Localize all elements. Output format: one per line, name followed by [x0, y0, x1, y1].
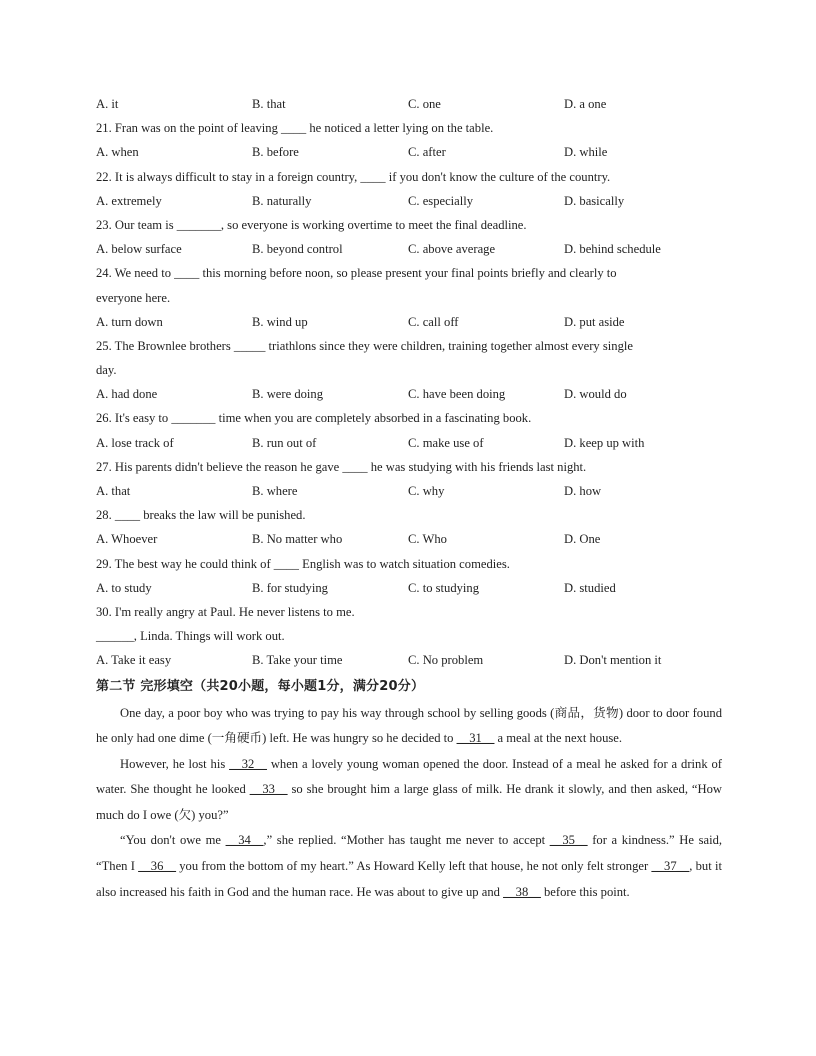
question-text: 27. His parents didn't believe the reason he gave ____ he was studying with his friends last night. — [96, 459, 587, 474]
passage-text: when a lovely young woman opened the door. Instead of a meal he asked for a drink of water. She thought he looked — [96, 756, 722, 797]
option-c: C. above average — [408, 242, 496, 257]
cloze-blank: __34__ — [225, 833, 264, 848]
passage-paragraph — [96, 701, 722, 752]
cloze-blank: __37__ — [651, 859, 690, 874]
option-d: D. behind schedule — [564, 242, 661, 257]
option-a: A. lose track of — [96, 435, 174, 450]
answer-options — [96, 527, 722, 551]
option-c: C. after — [408, 145, 446, 160]
option-d: D. would do — [564, 387, 627, 402]
question-text: 28. ____ breaks the law will be punished. — [96, 508, 306, 523]
option-d: D. basically — [564, 193, 625, 208]
option-d: D. studied — [564, 580, 616, 595]
answer-options — [96, 382, 722, 406]
passage-paragraph — [96, 752, 722, 829]
answer-options — [96, 237, 722, 261]
question-text: 30. I'm really angry at Paul. He never listens to me. — [96, 604, 355, 619]
option-d: D. while — [564, 145, 608, 160]
passage-text: “You don't owe me — [120, 833, 226, 848]
passage-text: ,” she replied. “Mother has taught me never to accept — [263, 833, 550, 848]
cloze-blank: __35__ — [549, 833, 588, 848]
cloze-blank: __36__ — [138, 859, 176, 874]
cloze-blank: __38__ — [503, 884, 541, 899]
passage-text: , but it also increased his faith in God and the human race. He was about to give up and — [96, 859, 722, 899]
option-a: A. that — [96, 484, 131, 498]
option-d: D. how — [564, 484, 602, 498]
option-c: C. one — [408, 97, 441, 111]
option-b: B. wind up — [252, 314, 308, 329]
option-b: B. that — [252, 97, 286, 111]
option-c: C. why — [408, 484, 445, 498]
option-b: B. naturally — [252, 193, 312, 208]
question-list — [96, 92, 722, 673]
cloze-passage — [96, 701, 722, 906]
option-c: C. make use of — [408, 435, 484, 450]
answer-options — [96, 92, 722, 116]
question-text: 26. It's easy to _______ time when you are completely absorbed in a fascinating book. — [96, 411, 532, 426]
section-heading: 第二节 完形填空（共20小题，每小题1分，满分20分） — [96, 678, 425, 694]
option-c: C. especially — [408, 193, 474, 208]
answer-options — [96, 648, 722, 672]
answer-options — [96, 576, 722, 600]
passage-text: for a kindness.” He said, “Then I — [96, 833, 723, 874]
option-b: B. were doing — [252, 387, 323, 402]
option-c: C. to studying — [408, 580, 480, 595]
option-b: B. run out of — [252, 435, 317, 450]
option-a: A. it — [96, 97, 119, 111]
answer-options — [96, 431, 722, 455]
option-b: B. beyond control — [252, 242, 343, 257]
passage-text: One day, a poor boy who was trying to pay his way through school by selling goods (商品，货物) door to door found he only had one dime (一角硬币) left. He was hungry so he decided to — [96, 705, 722, 746]
option-a: A. turn down — [96, 314, 163, 329]
question-text: day. — [96, 363, 117, 378]
option-d: D. put aside — [564, 314, 625, 329]
option-b: B. for studying — [252, 580, 328, 595]
question-text: everyone here. — [96, 290, 171, 305]
option-b: B. Take your time — [252, 653, 343, 668]
option-c: C. call off — [408, 314, 459, 329]
cloze-blank: __31__ — [456, 731, 495, 746]
passage-text: However, he lost his — [120, 756, 230, 771]
question-text: 21. Fran was on the point of leaving ____ he noticed a letter lying on the table. — [96, 121, 494, 136]
document-page — [96, 92, 722, 905]
question-text: 29. The best way he could think of ____ English was to watch situation comedies. — [96, 556, 510, 571]
question-text: 22. It is always difficult to stay in a foreign country, ____ if you don't know the culture of the country. — [96, 169, 611, 184]
cloze-blank: __33__ — [249, 782, 288, 797]
option-a: A. Whoever — [96, 532, 158, 547]
option-b: B. No matter who — [252, 532, 343, 547]
question-text: 25. The Brownlee brothers _____ triathlons since they were children, training together almost every single — [96, 338, 633, 353]
question-text: ______, Linda. Things will work out. — [96, 629, 285, 644]
option-c: C. No problem — [408, 653, 484, 668]
cloze-blank: __32__ — [229, 756, 267, 771]
option-a: A. Take it easy — [96, 653, 172, 668]
answer-options — [96, 189, 722, 213]
option-c: C. have been doing — [408, 387, 506, 402]
passage-text: you from the bottom of my heart.” As Howard Kelly left that house, he not only felt stronger — [175, 859, 652, 874]
option-d: D. One — [564, 532, 601, 547]
passage-text: a meal at the next house. — [494, 731, 623, 746]
option-b: B. before — [252, 145, 299, 160]
option-a: A. extremely — [96, 193, 162, 208]
answer-options — [96, 310, 722, 334]
option-d: D. Don't mention it — [564, 653, 662, 668]
answer-options — [96, 140, 722, 164]
option-a: A. below surface — [96, 242, 182, 257]
option-d: D. a one — [564, 97, 607, 111]
passage-text: before this point. — [540, 884, 630, 899]
option-c: C. Who — [408, 532, 447, 547]
option-a: A. had done — [96, 387, 158, 402]
option-b: B. where — [252, 484, 298, 498]
option-a: A. when — [96, 145, 139, 160]
question-text: 24. We need to ____ this morning before noon, so please present your final points briefly and clearly to — [96, 266, 617, 281]
passage-paragraph — [96, 828, 722, 905]
question-text: 23. Our team is _______, so everyone is working overtime to meet the final deadline. — [96, 217, 527, 232]
passage-text: so she brought him a large glass of milk. He drank it slowly, and then asked, “How much do I owe (欠) you?” — [96, 782, 722, 822]
option-d: D. keep up with — [564, 435, 645, 450]
option-a: A. to study — [96, 580, 152, 595]
answer-options — [96, 479, 722, 503]
